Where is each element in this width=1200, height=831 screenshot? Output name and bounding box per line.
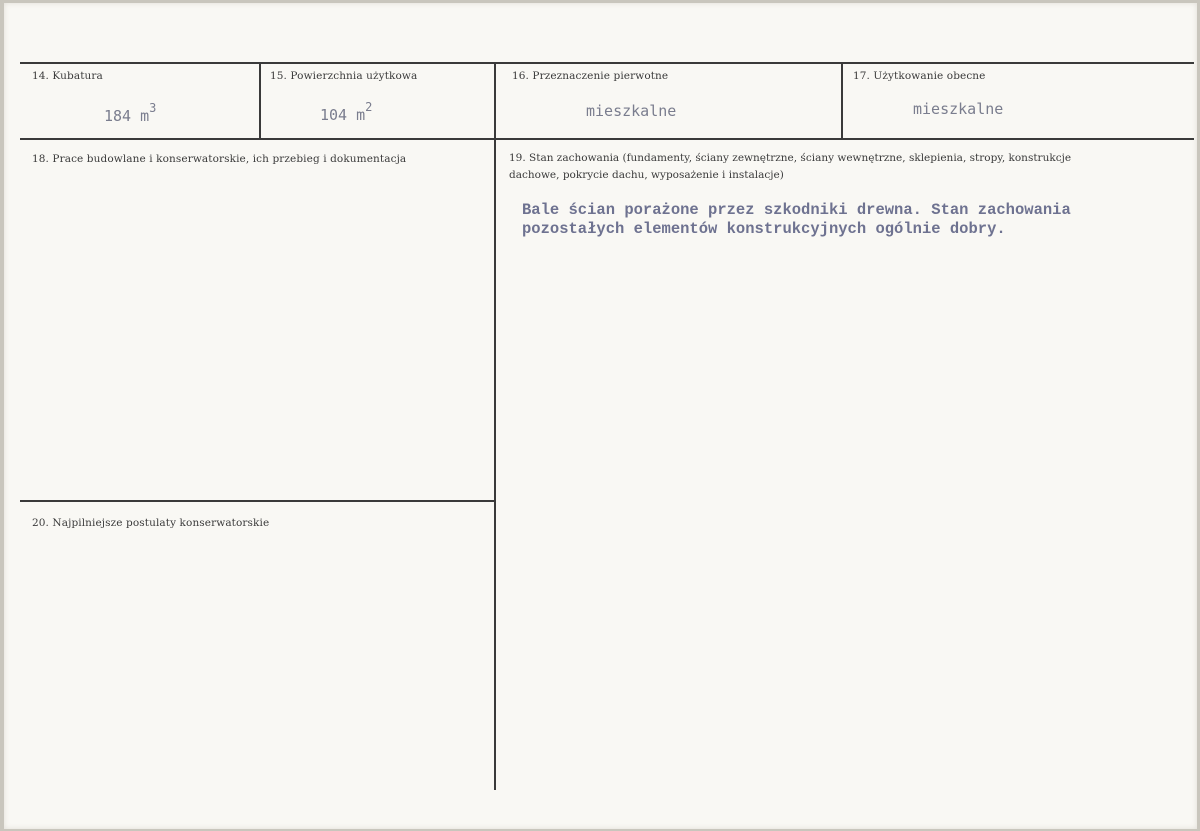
field-14-value	[104, 101, 157, 125]
col-divider-2	[494, 63, 496, 790]
col-divider-3	[841, 63, 843, 140]
field-14-value-text: 184 m	[104, 107, 150, 125]
field-15-unit-exponent: 2	[365, 100, 373, 114]
row-divider-rule	[20, 138, 1194, 140]
left-column-divider-rule	[20, 500, 494, 502]
field-17-value: mieszkalne	[913, 100, 1004, 118]
field-15-value	[320, 100, 373, 124]
field-15-label: 15. Powierzchnia użytkowa	[270, 70, 418, 82]
top-rule	[20, 62, 1194, 64]
field-16-label: 16. Przeznaczenie pierwotne	[512, 70, 669, 82]
field-20-label: 20. Najpilniejsze postulaty konserwatorskie	[32, 517, 270, 529]
field-16-value: mieszkalne	[586, 102, 677, 120]
field-14-label: 14. Kubatura	[32, 70, 103, 82]
field-19-value: Bale ścian porażone przez szkodniki drewna. Stan zachowania pozostałych elementów konstrukcyjnych ogólnie dobry.	[522, 201, 1071, 238]
field-19-label: 19. Stan zachowania (fundamenty, ściany zewnętrzne, ściany wewnętrzne, sklepienia, stropy, konstrukcje dachowe, pokrycie dachu, wyposażenie i instalacje)	[509, 152, 1072, 181]
record-card	[4, 3, 1197, 829]
field-18-label: 18. Prace budowlane i konserwatorskie, ich przebieg i dokumentacja	[32, 153, 407, 165]
field-15-value-text: 104 m	[320, 106, 366, 124]
field-17-label: 17. Użytkowanie obecne	[853, 70, 986, 82]
col-divider-1	[259, 63, 261, 140]
field-14-unit-exponent: 3	[149, 101, 157, 115]
